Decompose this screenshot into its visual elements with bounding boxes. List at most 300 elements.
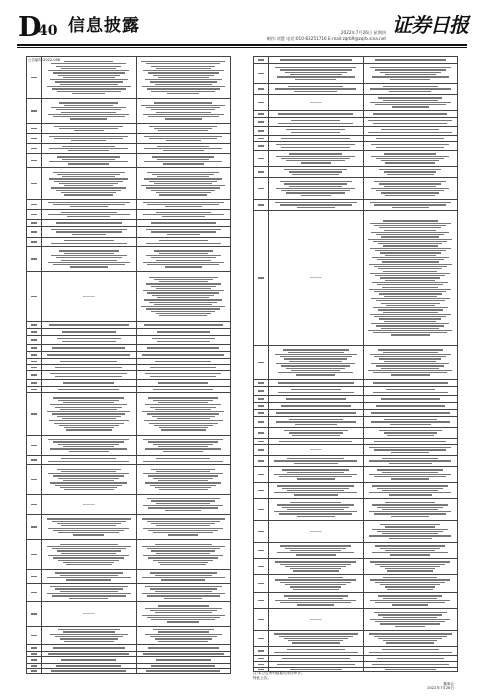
text-line [391,374,430,375]
text-line [275,67,356,68]
table-row [254,593,458,609]
text-line [374,636,447,637]
text-line [280,564,351,565]
text-line [287,472,344,473]
text-line [370,273,450,274]
text-line [52,595,126,596]
text-line [157,159,209,160]
text-line [49,420,129,421]
revised-text-cell [136,272,231,322]
text-line [389,463,432,464]
table-row [254,396,458,403]
text-line [297,604,334,605]
text-line [295,79,336,80]
text-line [153,629,214,630]
row-number-cell [254,211,269,346]
row-number-mark [258,412,264,413]
row-number-mark [258,531,264,532]
text-line [372,552,448,553]
row-number-cell [27,465,42,495]
text-line [387,570,433,571]
revised-text-cell [363,403,458,410]
text-line [143,461,223,462]
left-column [26,56,231,671]
text-line [157,146,209,147]
text-line [51,63,126,64]
revised-text-cell [363,57,458,64]
text-line [392,604,428,605]
row-number-cell [254,151,269,167]
text-line [392,207,429,208]
text-line [371,323,449,324]
row-number-mark [258,449,264,450]
text-line [142,86,225,87]
row-number-mark [31,576,37,577]
original-text-cell [42,99,137,124]
text-line [58,389,119,390]
row-number-mark [258,432,264,433]
text-line [48,528,129,529]
text-line [156,212,211,213]
text-line [143,653,224,654]
row-number-mark [258,658,264,659]
text-line [66,564,112,565]
text-line [143,290,224,291]
revised-text-cell [136,57,231,99]
text-line [61,659,116,660]
text-line [288,577,343,578]
text-line [147,617,220,618]
text-line [375,69,446,70]
revised-text-cell [136,602,231,627]
row-number-mark [31,665,37,666]
row-number-mark [31,659,37,660]
text-line [53,172,125,173]
text-line [63,562,114,563]
original-text-cell [42,570,137,584]
row-number-cell [254,346,269,380]
text-line [48,555,129,556]
text-line [281,365,350,366]
text-line [384,419,437,420]
text-line [48,70,129,71]
text-line [156,288,211,289]
original-text-cell [42,371,137,380]
row-number-cell [27,495,42,515]
text-line [48,202,130,203]
text-line [142,518,225,519]
text-line [390,424,431,425]
text-line [373,113,447,114]
text-line [61,112,116,113]
text-line [371,188,449,189]
text-line [51,670,126,671]
text-line [383,617,437,618]
text-line [378,614,442,615]
text-line [288,640,343,641]
text-line [157,341,210,342]
text-line [60,487,117,488]
text-line [53,557,124,558]
text-line [64,240,114,241]
text-line [291,389,341,390]
row-number-mark [258,669,264,670]
text-line [279,636,353,637]
revised-text-cell [363,609,458,631]
text-line [274,460,357,461]
text-line [151,550,215,551]
row-number-mark [31,592,37,593]
text-line [384,321,436,322]
row-number-mark [31,367,37,368]
row-number-mark [31,635,37,636]
text-line [278,113,353,114]
revised-text-cell [136,210,231,220]
revised-text-cell [136,168,231,200]
text-line [283,349,349,350]
text-line [274,652,358,653]
text-line [57,469,121,470]
text-line [156,503,210,504]
text-line [369,264,452,265]
text-line [48,439,129,440]
table-row [27,515,231,540]
text-line [62,341,116,342]
table-row [254,428,458,439]
text-line [151,91,215,92]
original-text-cell [42,200,137,210]
original-text-cell [269,593,364,609]
text-line [165,118,202,119]
text-line [150,367,216,368]
row-number-mark [31,110,37,111]
row-number-mark [31,653,37,654]
text-line [380,252,441,253]
original-text-cell [42,345,137,352]
original-text-cell [269,445,364,456]
text-line [277,504,354,505]
text-line [64,641,114,642]
text-line [290,568,341,569]
text-line [375,545,445,546]
text-line [380,277,440,278]
text-line [376,325,444,326]
text-line [62,331,116,332]
row-number-cell [27,352,42,359]
original-text-cell [42,220,137,227]
text-line [278,392,354,393]
row-number-mark [258,650,264,651]
text-line [63,402,114,403]
placeholder-dash: ——— [309,447,322,452]
text-line [383,220,438,221]
text-line [279,476,352,477]
table-row [254,543,458,559]
revised-text-cell [363,417,458,428]
original-text-cell [269,631,364,647]
text-line [286,368,345,369]
revised-text-cell [363,499,458,521]
original-text-cell [269,380,364,387]
row-number-cell [254,428,269,439]
text-line [385,550,435,551]
text-line [155,638,212,639]
text-line [154,102,212,103]
text-line [380,548,440,549]
text-line [374,181,446,182]
row-number-cell [27,456,42,465]
revised-text-cell [363,387,458,396]
row-number-cell [27,200,42,210]
text-line [150,610,217,611]
text-line [375,621,445,622]
text-line [384,171,436,172]
text-line [296,554,336,555]
placeholder-dash: ——— [309,528,322,534]
text-line [47,86,131,87]
text-line [391,334,430,335]
text-line [55,636,123,637]
table-row [27,227,231,238]
text-line [371,144,449,145]
row-number-cell [254,95,269,111]
text-line [382,458,438,459]
text-line [60,84,118,85]
text-line [384,186,436,187]
revised-text-cell [363,167,458,178]
text-line [289,186,342,187]
text-line [383,86,438,87]
revised-text-cell [136,669,231,674]
text-line [369,633,452,634]
text-line [158,480,208,481]
row-number-mark [31,324,37,325]
text-line [371,363,449,364]
text-line [143,505,223,506]
text-line [274,633,358,634]
row-number-mark [258,113,264,114]
text-line [144,136,222,137]
text-line [51,107,126,108]
row-number-cell [254,403,269,410]
text-line [387,589,433,590]
text-line [158,605,209,606]
text-line [280,602,351,603]
text-line [53,397,124,398]
text-line [54,138,123,139]
text-line [55,407,122,408]
text-line [382,472,438,473]
text-line [155,409,211,410]
table-row [27,124,231,134]
table-row [27,465,231,495]
row-number-mark [31,231,37,232]
original-text-cell [269,456,364,467]
text-line [291,120,340,121]
text-line [69,598,108,599]
text-line [63,631,115,632]
text-line [62,176,115,177]
text-line [155,487,211,488]
row-number-mark [31,128,37,129]
row-number-cell [254,167,269,178]
text-line [144,161,222,162]
row-number-mark [31,339,37,340]
row-number-mark [258,474,264,475]
text-line [382,287,438,288]
text-line [149,302,217,303]
text-line [379,227,441,228]
text-line [158,641,208,642]
text-line [151,665,215,666]
text-line [294,494,338,495]
revised-text-cell [363,118,458,127]
text-line [61,212,117,213]
text-line [377,488,443,489]
text-line [151,311,215,312]
text-line [53,204,125,205]
text-line [155,575,212,576]
original-text-cell [269,95,364,111]
revised-text-cell [363,200,458,211]
table-row [254,647,458,656]
text-line [280,181,352,182]
row-number-cell [254,456,269,467]
original-text-cell [42,645,137,652]
row-number-mark [258,390,264,391]
table-row [27,336,231,345]
row-number-mark [258,490,264,491]
text-line [379,293,442,294]
text-line [144,178,222,179]
text-line [389,538,432,539]
text-line [286,398,346,399]
text-line [381,368,439,369]
text-line [145,373,221,374]
revised-text-cell [363,575,458,593]
text-line [290,669,342,670]
original-text-cell [269,575,364,593]
table-row [27,456,231,465]
text-line [47,411,130,412]
original-text-cell [42,602,137,627]
text-line [165,510,201,511]
text-line [381,129,439,130]
text-line [49,148,128,149]
row-number-mark [258,277,264,278]
text-line [389,91,431,92]
row-number-mark [258,600,264,601]
text-line [389,494,432,495]
text-line [165,206,202,207]
text-line [278,372,353,373]
text-line [277,76,355,77]
text-line [151,469,215,470]
text-line [381,192,439,193]
text-line [144,324,223,325]
row-number-cell [27,220,42,227]
row-number-mark [258,138,264,139]
text-line [371,232,449,233]
text-line [383,312,438,313]
revised-text-cell [363,647,458,656]
table-row [27,272,231,322]
text-line [141,306,225,307]
text-line [290,586,341,587]
text-line [372,485,448,486]
text-line [384,296,437,297]
text-line [281,405,351,406]
text-line [376,190,444,191]
text-line [368,330,452,331]
text-line [60,361,117,362]
row-number-cell [27,584,42,602]
revised-text-cell [136,124,231,134]
row-number-mark [258,460,264,461]
table-row [27,352,231,359]
text-line [56,222,122,223]
masthead-rule-thick [17,44,467,46]
text-line [290,502,341,503]
text-line [294,91,337,92]
original-text-cell [269,118,364,127]
text-line [295,424,337,425]
text-line [280,356,352,357]
text-line [145,608,222,609]
revised-text-cell [363,127,458,136]
revised-text-cell [363,483,458,499]
text-line [370,314,451,315]
row-number-cell [27,570,42,584]
left-disclosure-table [26,56,231,674]
text-line [150,485,216,486]
text-line [378,309,443,310]
original-text-cell [269,346,364,380]
placeholder-dash: ——— [82,501,95,507]
text-line [369,652,452,653]
row-number-cell [254,521,269,543]
text-line [142,411,224,412]
text-line [58,478,119,479]
table-row [27,657,231,664]
row-number-mark [258,550,264,551]
text-line [386,642,434,643]
text-line [151,190,215,191]
original-text-cell [269,417,364,428]
text-line [285,566,346,567]
text-line [377,507,443,508]
text-line [378,243,442,244]
revised-text-cell [363,178,458,200]
table-row [27,495,231,515]
text-line [71,140,106,141]
text-line [374,316,446,317]
text-line [156,659,211,660]
text-line [155,361,211,362]
row-number-mark [258,566,264,567]
text-line [280,545,351,546]
text-line [377,531,443,532]
text-line [168,534,198,535]
original-text-cell [269,467,364,483]
text-line [284,638,348,639]
text-line [152,338,215,339]
text-line [54,126,123,127]
text-line [375,250,446,251]
table-row [27,154,231,168]
placeholder-dash: ——— [309,99,322,105]
row-number-mark [258,171,264,172]
